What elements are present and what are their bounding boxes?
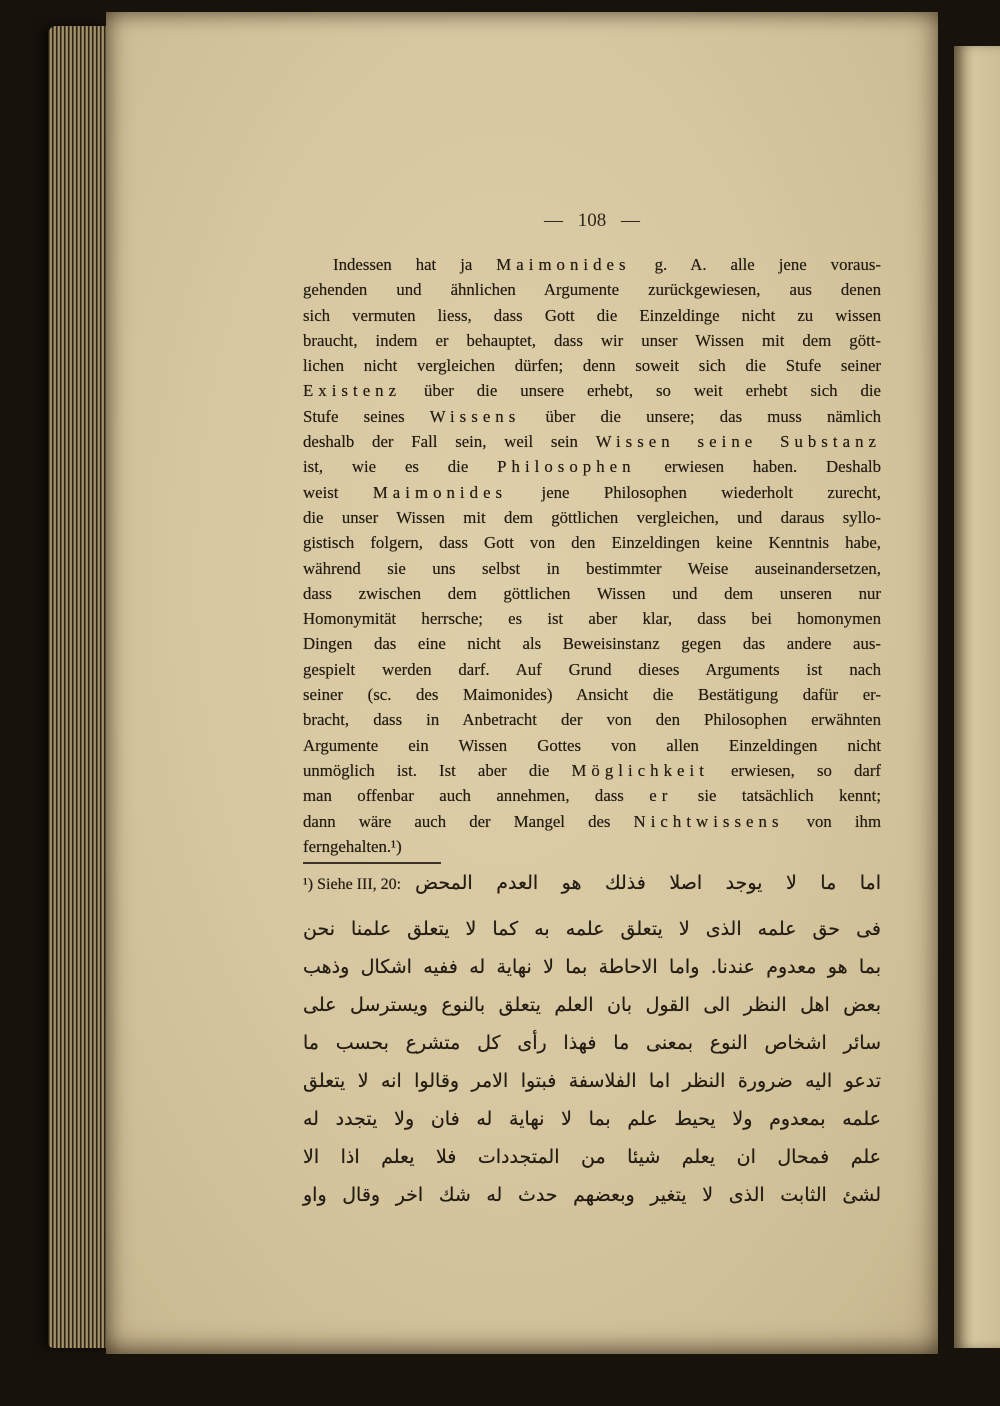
arabic-line: فى حق علمه الذى لا يتعلق علمه به كما لا يتعلق علمنا نحن [303, 918, 881, 940]
footnote-arabic [303, 910, 881, 1214]
book-page [106, 12, 938, 1354]
footnote-arabic-first: اما ما لا يوجد اصلا فذلك هو العدم المحض [415, 872, 881, 894]
footnote-rule [303, 862, 441, 864]
arabic-line: علمه بمعدوم ولا يحيط علم بما لا نهاية له فان ولا يتجدد له [303, 1108, 881, 1130]
text-line: gehenden und ähnlichen Argumente zurückgewiesen, aus denen [303, 280, 881, 300]
text-line: lichen nicht vergleichen dürfen; denn soweit sich die Stufe seiner [303, 356, 881, 376]
text-line: dann wäre auch der Mangel des Nichtwissens von ihm [303, 811, 882, 831]
text-line: sich vermuten liess, dass Gott die Einzeldinge nicht zu wissen [303, 305, 881, 325]
text-line: Argumente ein Wissen Gottes von allen Einzeldingen nicht [303, 735, 881, 755]
text-line: Stufe seines Wissens über die unsere; das muss nämlich [303, 406, 881, 426]
text-line: gespielt werden darf. Auf Grund dieses Arguments ist nach [303, 659, 881, 679]
arabic-line: علم فمحال ان يعلم شيئا من المتجددات فلا يعلم اذا الا [303, 1146, 881, 1168]
text-line: weist Maimonides jene Philosophen wiederholt zurecht, [303, 482, 881, 502]
arabic-line: بعض اهل النظر الى القول بان العلم يتعلق بالنوع ويسترسل على [303, 994, 881, 1016]
text-line: Homonymität herrsche; es ist aber klar, dass bei homonymen [303, 609, 881, 629]
text-line: ist, wie es die Philosophen erwiesen haben. Deshalb [303, 457, 881, 477]
text-line: bracht, dass in Anbetracht der von den Philosophen erwähnten [303, 710, 881, 730]
text-line: seiner (sc. des Maimonides) Ansicht die Bestätigung dafür er- [303, 685, 881, 705]
page-number: — 108 — [544, 210, 640, 231]
arabic-line: بما هو معدوم عندنا. واما الاحاطة بما لا نهاية له ففيه اشكال وذهب [303, 956, 881, 978]
text-line: die unser Wissen mit dem göttlichen vergleichen, und daraus syllo- [303, 507, 881, 527]
text-line: gistisch folgern, dass Gott von den Einzeldingen keine Kenntnis habe, [303, 533, 881, 553]
body-text [303, 252, 881, 859]
arabic-line: لشئ الثابت الذى لا يتغير وبعضهم حدث له شك اخر وقال واو [303, 1184, 881, 1206]
book-page-edges [48, 26, 110, 1348]
text-line: deshalb der Fall sein, weil sein Wissen seine Substanz [303, 432, 881, 452]
text-line: während sie uns selbst in bestimmter Weise auseinandersetzen, [303, 558, 881, 578]
text-line: braucht, indem er behauptet, dass wir unser Wissen mit dem gött- [303, 330, 881, 350]
footnote [303, 872, 881, 1214]
arabic-line: تدعو اليه ضرورة النظر اما الفلاسفة فبتوا الامر وقالوا انه لا يتعلق [303, 1070, 881, 1092]
text-line: ferngehalten.¹) [303, 836, 402, 856]
footnote-first-line [303, 872, 881, 910]
text-line: unmöglich ist. Ist aber die Möglichkeit erwiesen, so darf [303, 760, 882, 780]
footnote-marker: ¹) Siehe III, 20: [303, 876, 402, 893]
text-line: dass zwischen dem göttlichen Wissen und dem unseren nur [303, 583, 881, 603]
adjacent-page-edge [954, 46, 1000, 1348]
text-line: Indessen hat ja Maimonides g. A. alle jene voraus- [333, 255, 882, 274]
text-line: man offenbar auch annehmen, dass er sie tatsächlich kennt; [303, 786, 881, 806]
text-line: Dingen das eine nicht als Beweisinstanz gegen das andere aus- [303, 634, 881, 654]
arabic-line: سائر اشخاص النوع بمعنى ما فهذا رأى كل متشرع بحسب ما [303, 1032, 881, 1054]
text-line: Existenz über die unsere erhebt, so weit erhebt sich die [303, 381, 881, 401]
